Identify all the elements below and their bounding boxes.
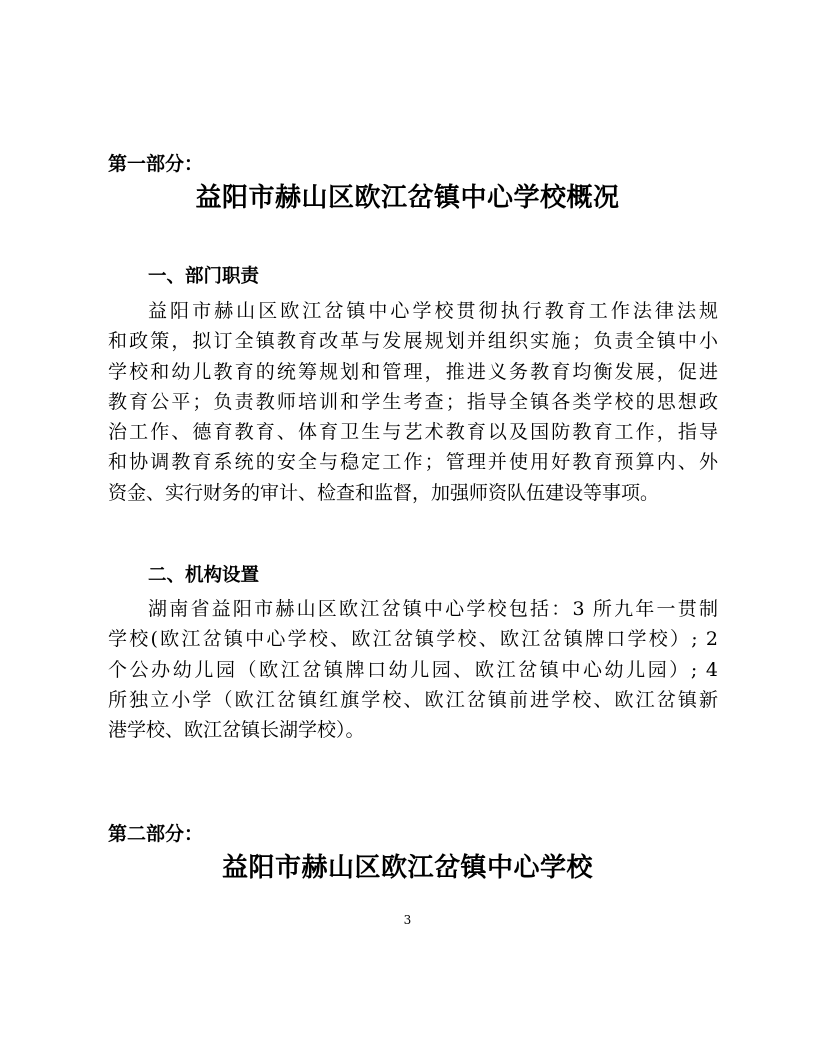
section-structure-paragraph: [108, 594, 718, 745]
paragraph-line: 所独立小学（欧江岔镇红旗学校、欧江岔镇前进学校、欧江岔镇新: [108, 688, 718, 711]
paragraph-line: 益阳市赫山区欧江岔镇中心学校贯彻执行教育工作法律法规: [148, 300, 718, 322]
paragraph-line: 和协调教育系统的安全与稳定工作；管理并使用好教育预算内、外: [108, 451, 718, 474]
part-one-title: 益阳市赫山区欧江岔镇中心学校概况: [195, 183, 620, 213]
page-number: 3: [403, 913, 412, 927]
paragraph-line: 学校和幼儿教育的统筹规划和管理，推进义务教育均衡发展，促进: [108, 360, 718, 383]
part-two-title: 益阳市赫山区欧江岔镇中心学校: [221, 853, 593, 883]
paragraph-line: 资金、实行财务的审计、检查和监督，加强师资队伍建设等事项。: [108, 481, 660, 504]
paragraph-line: 治工作、德育教育、体育卫生与艺术教育以及国防教育工作，指导: [108, 421, 718, 444]
paragraph-line: 个公办幼儿园（欧江岔镇牌口幼儿园、欧江岔镇中心幼儿园）; 4: [108, 658, 718, 681]
section-duties-heading: 一、部门职责: [148, 266, 260, 287]
paragraph-line: 学校(欧江岔镇中心学校、欧江岔镇学校、欧江岔镇牌口学校）; 2: [108, 628, 718, 651]
paragraph-line: 湖南省益阳市赫山区欧江岔镇中心学校包括：3 所九年一贯制: [148, 598, 718, 620]
section-structure-heading: 二、机构设置: [148, 565, 260, 586]
part-one-label: 第一部分：: [108, 153, 204, 175]
paragraph-line: 教育公平；负责教师培训和学生考查；指导全镇各类学校的思想政: [108, 390, 718, 413]
section-duties-paragraph: [108, 296, 718, 508]
paragraph-line: 港学校、欧江岔镇长湖学校）。: [108, 719, 365, 742]
paragraph-line: 和政策，拟订全镇教育改革与发展规划并组织实施；负责全镇中小: [108, 330, 718, 353]
part-two-label: 第二部分：: [108, 823, 204, 845]
